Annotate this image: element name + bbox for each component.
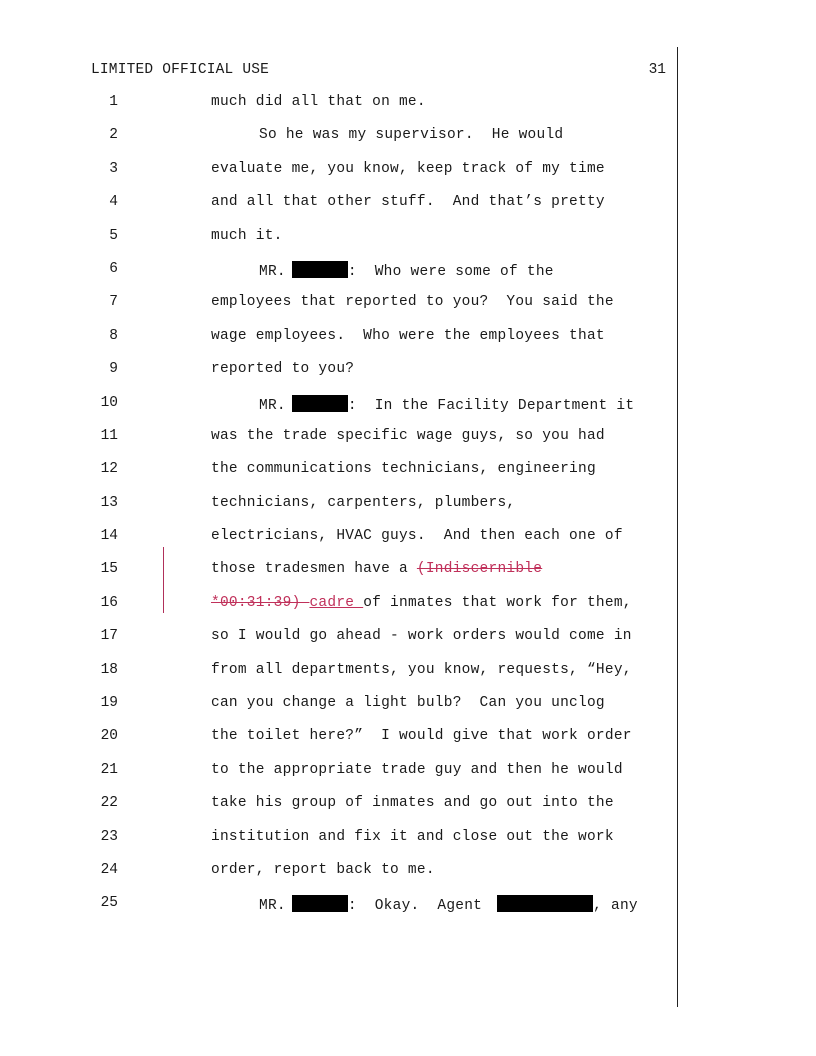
- line-number: 16: [100, 594, 118, 611]
- transcript-line: [0, 860, 816, 893]
- line-number: 14: [100, 528, 118, 545]
- line-number: 20: [100, 728, 118, 745]
- deleted-text: *00:31:39): [211, 594, 310, 611]
- line-number: 2: [109, 127, 118, 144]
- redaction-box: [292, 261, 348, 278]
- line-text: [211, 595, 632, 611]
- line-text: and all that other stuff. And that’s pretty: [211, 194, 605, 211]
- transcript-line: [0, 893, 816, 926]
- speaker-label: MR.: [259, 898, 286, 915]
- line-number: 25: [100, 895, 118, 912]
- transcript-line: [0, 192, 816, 225]
- line-text: [259, 395, 634, 414]
- speaker-text: : Okay. Agent: [347, 898, 492, 915]
- line-number: 3: [109, 160, 118, 177]
- line-text: so I would go ahead - work orders would come in: [211, 628, 632, 645]
- transcript-line: [0, 426, 816, 459]
- speaker-text-end: , any: [593, 898, 638, 915]
- line-text: [259, 895, 638, 914]
- transcript-body: [0, 92, 816, 927]
- speaker-text: : Who were some of the: [347, 263, 554, 280]
- line-number: 19: [100, 695, 118, 712]
- transcript-line: [0, 393, 816, 426]
- line-number: 21: [100, 761, 118, 778]
- line-text: reported to you?: [211, 361, 355, 378]
- line-number: 12: [100, 461, 118, 478]
- line-text: [259, 261, 554, 280]
- line-text-plain: those tradesmen have a: [211, 561, 417, 578]
- transcript-line: [0, 226, 816, 259]
- line-text: order, report back to me.: [211, 861, 435, 878]
- transcript-line: [0, 526, 816, 559]
- line-text: take his group of inmates and go out into the: [211, 795, 614, 812]
- line-text: electricians, HVAC guys. And then each one of: [211, 528, 623, 545]
- line-number: 15: [100, 561, 118, 578]
- speaker-label: MR.: [259, 263, 286, 280]
- line-number: 11: [100, 427, 118, 444]
- line-text: institution and fix it and close out the work: [211, 828, 614, 845]
- transcript-line: [0, 125, 816, 158]
- transcript-line: [0, 827, 816, 860]
- transcript-line: [0, 326, 816, 359]
- inserted-text: cadre: [309, 594, 364, 611]
- speaker-text: : In the Facility Department it: [347, 397, 635, 414]
- redaction-box: [292, 395, 348, 412]
- transcript-line: [0, 359, 816, 392]
- transcript-line: [0, 760, 816, 793]
- line-number: 9: [109, 361, 118, 378]
- line-number: 5: [109, 227, 118, 244]
- line-text: So he was my supervisor. He would: [259, 127, 564, 144]
- line-text: much did all that on me.: [211, 94, 426, 110]
- transcript-line: [0, 92, 816, 125]
- transcript-line: [0, 259, 816, 292]
- page-number: 31: [648, 62, 666, 78]
- line-number: 4: [109, 194, 118, 211]
- line-text: the toilet here?” I would give that work order: [211, 728, 632, 745]
- line-text: evaluate me, you know, keep track of my time: [211, 160, 605, 177]
- line-number: 13: [100, 494, 118, 511]
- line-number: 22: [100, 795, 118, 812]
- line-number: 1: [109, 94, 118, 110]
- transcript-line: [0, 660, 816, 693]
- line-number: 6: [109, 260, 118, 277]
- deleted-text: (Indiscernible: [416, 561, 543, 578]
- line-number: 10: [100, 394, 118, 411]
- line-number: 7: [109, 294, 118, 311]
- transcript-line: [0, 292, 816, 325]
- line-number: 18: [100, 661, 118, 678]
- transcript-line: [0, 493, 816, 526]
- line-text-plain: of inmates that work for them,: [363, 594, 632, 611]
- line-text: to the appropriate trade guy and then he would: [211, 761, 623, 778]
- transcript-line: [0, 593, 816, 626]
- line-text: was the trade specific wage guys, so you had: [211, 427, 605, 444]
- transcript-line: [0, 159, 816, 192]
- line-text: can you change a light bulb? Can you unclog: [211, 695, 605, 712]
- line-text: technicians, carpenters, plumbers,: [211, 494, 516, 511]
- redaction-box: [497, 895, 593, 912]
- page-header-classification: LIMITED OFFICIAL USE: [91, 62, 270, 78]
- transcript-line: [0, 459, 816, 492]
- line-text: employees that reported to you? You said the: [211, 294, 614, 311]
- line-number: 24: [100, 861, 118, 878]
- line-text: [211, 561, 542, 577]
- transcript-line: [0, 626, 816, 659]
- line-text: from all departments, you know, requests, “Hey,: [211, 661, 632, 678]
- line-text: the communications technicians, engineering: [211, 461, 596, 478]
- line-text: wage employees. Who were the employees that: [211, 327, 605, 344]
- transcript-line: [0, 559, 816, 592]
- line-number: 8: [109, 327, 118, 344]
- transcript-line: [0, 726, 816, 759]
- transcript-line: [0, 693, 816, 726]
- redaction-box: [292, 895, 348, 912]
- speaker-label: MR.: [259, 397, 286, 414]
- line-text: much it.: [211, 227, 283, 244]
- transcript-line: [0, 793, 816, 826]
- line-number: 17: [100, 628, 118, 645]
- line-number: 23: [100, 828, 118, 845]
